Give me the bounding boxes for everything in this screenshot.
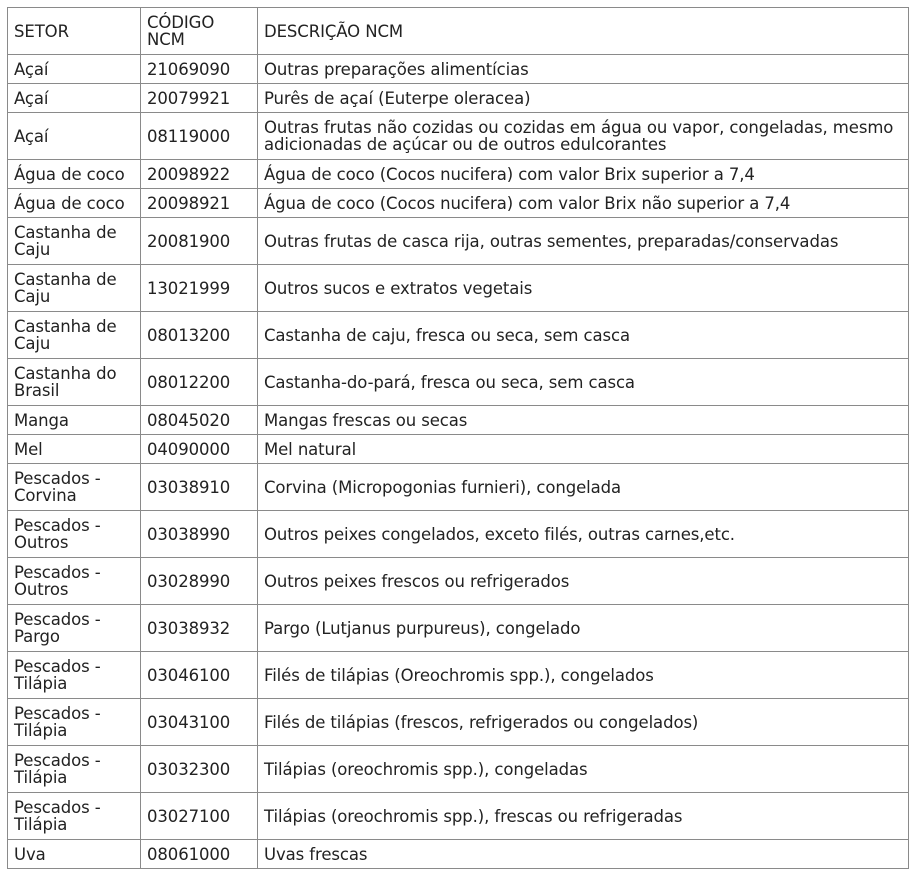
cell-codigo-ncm: 20081900 <box>141 218 258 265</box>
cell-descricao-ncm: Mangas frescas ou secas <box>258 406 909 435</box>
cell-descricao-ncm: Castanha de caju, fresca ou seca, sem casca <box>258 312 909 359</box>
cell-descricao-ncm: Uvas frescas <box>258 840 909 869</box>
cell-descricao-ncm: Outras frutas não cozidas ou cozidas em água ou vapor, congeladas, mesmo adicionadas de açúcar ou de outros edulcorantes <box>258 113 909 160</box>
cell-setor: Pescados - Outros <box>8 511 141 558</box>
cell-setor: Castanha do Brasil <box>8 359 141 406</box>
cell-descricao-ncm: Outras preparações alimentícias <box>258 55 909 84</box>
cell-setor: Pescados - Tilápia <box>8 746 141 793</box>
cell-codigo-ncm: 03038932 <box>141 605 258 652</box>
cell-descricao-ncm: Filés de tilápias (frescos, refrigerados ou congelados) <box>258 699 909 746</box>
cell-setor: Pescados - Pargo <box>8 605 141 652</box>
table-row <box>8 746 909 793</box>
cell-setor: Pescados - Tilápia <box>8 652 141 699</box>
cell-setor: Pescados - Tilápia <box>8 699 141 746</box>
cell-codigo-ncm: 13021999 <box>141 265 258 312</box>
table-row <box>8 113 909 160</box>
cell-setor: Pescados - Tilápia <box>8 793 141 840</box>
cell-codigo-ncm: 08045020 <box>141 406 258 435</box>
table-row <box>8 793 909 840</box>
cell-descricao-ncm: Água de coco (Cocos nucifera) com valor Brix superior a 7,4 <box>258 160 909 189</box>
cell-setor: Pescados - Corvina <box>8 464 141 511</box>
cell-descricao-ncm: Outros peixes congelados, exceto filés, outras carnes,etc. <box>258 511 909 558</box>
cell-codigo-ncm: 03038910 <box>141 464 258 511</box>
cell-codigo-ncm: 20098922 <box>141 160 258 189</box>
cell-setor: Pescados - Outros <box>8 558 141 605</box>
table-row <box>8 840 909 869</box>
cell-descricao-ncm: Outros sucos e extratos vegetais <box>258 265 909 312</box>
cell-codigo-ncm: 20098921 <box>141 189 258 218</box>
cell-codigo-ncm: 03028990 <box>141 558 258 605</box>
cell-codigo-ncm: 08012200 <box>141 359 258 406</box>
cell-descricao-ncm: Mel natural <box>258 435 909 464</box>
cell-descricao-ncm: Filés de tilápias (Oreochromis spp.), congelados <box>258 652 909 699</box>
table-row <box>8 464 909 511</box>
table-row <box>8 435 909 464</box>
cell-descricao-ncm: Corvina (Micropogonias furnieri), congelada <box>258 464 909 511</box>
table-row <box>8 359 909 406</box>
cell-descricao-ncm: Purês de açaí (Euterpe oleracea) <box>258 84 909 113</box>
cell-setor: Água de coco <box>8 160 141 189</box>
cell-setor: Mel <box>8 435 141 464</box>
table-header-row <box>8 8 909 55</box>
cell-descricao-ncm: Pargo (Lutjanus purpureus), congelado <box>258 605 909 652</box>
table-row <box>8 218 909 265</box>
cell-descricao-ncm: Castanha-do-pará, fresca ou seca, sem casca <box>258 359 909 406</box>
table-row <box>8 699 909 746</box>
cell-descricao-ncm: Tilápias (oreochromis spp.), congeladas <box>258 746 909 793</box>
table-row <box>8 605 909 652</box>
cell-setor: Castanha de Caju <box>8 312 141 359</box>
table-row <box>8 160 909 189</box>
table-row <box>8 511 909 558</box>
cell-codigo-ncm: 03043100 <box>141 699 258 746</box>
ncm-table <box>7 7 909 869</box>
cell-codigo-ncm: 08119000 <box>141 113 258 160</box>
cell-setor: Castanha de Caju <box>8 218 141 265</box>
cell-codigo-ncm: 21069090 <box>141 55 258 84</box>
cell-codigo-ncm: 03027100 <box>141 793 258 840</box>
cell-setor: Castanha de Caju <box>8 265 141 312</box>
cell-setor: Água de coco <box>8 189 141 218</box>
cell-codigo-ncm: 03046100 <box>141 652 258 699</box>
table-row <box>8 406 909 435</box>
cell-descricao-ncm: Tilápias (oreochromis spp.), frescas ou refrigeradas <box>258 793 909 840</box>
cell-descricao-ncm: Água de coco (Cocos nucifera) com valor Brix não superior a 7,4 <box>258 189 909 218</box>
table-row <box>8 312 909 359</box>
cell-codigo-ncm: 08013200 <box>141 312 258 359</box>
header-setor: SETOR <box>8 8 141 55</box>
cell-codigo-ncm: 03038990 <box>141 511 258 558</box>
table-row <box>8 55 909 84</box>
cell-codigo-ncm: 04090000 <box>141 435 258 464</box>
header-codigo-ncm: CÓDIGO NCM <box>141 8 258 55</box>
cell-descricao-ncm: Outros peixes frescos ou refrigerados <box>258 558 909 605</box>
table-row <box>8 652 909 699</box>
cell-setor: Manga <box>8 406 141 435</box>
cell-descricao-ncm: Outras frutas de casca rija, outras sementes, preparadas/conservadas <box>258 218 909 265</box>
header-descricao-ncm: DESCRIÇÃO NCM <box>258 8 909 55</box>
cell-setor: Açaí <box>8 55 141 84</box>
cell-setor: Açaí <box>8 113 141 160</box>
cell-codigo-ncm: 03032300 <box>141 746 258 793</box>
cell-setor: Uva <box>8 840 141 869</box>
cell-codigo-ncm: 08061000 <box>141 840 258 869</box>
table-row <box>8 265 909 312</box>
table-row <box>8 84 909 113</box>
cell-setor: Açaí <box>8 84 141 113</box>
cell-codigo-ncm: 20079921 <box>141 84 258 113</box>
table-body <box>8 55 909 869</box>
table-row <box>8 189 909 218</box>
table-row <box>8 558 909 605</box>
